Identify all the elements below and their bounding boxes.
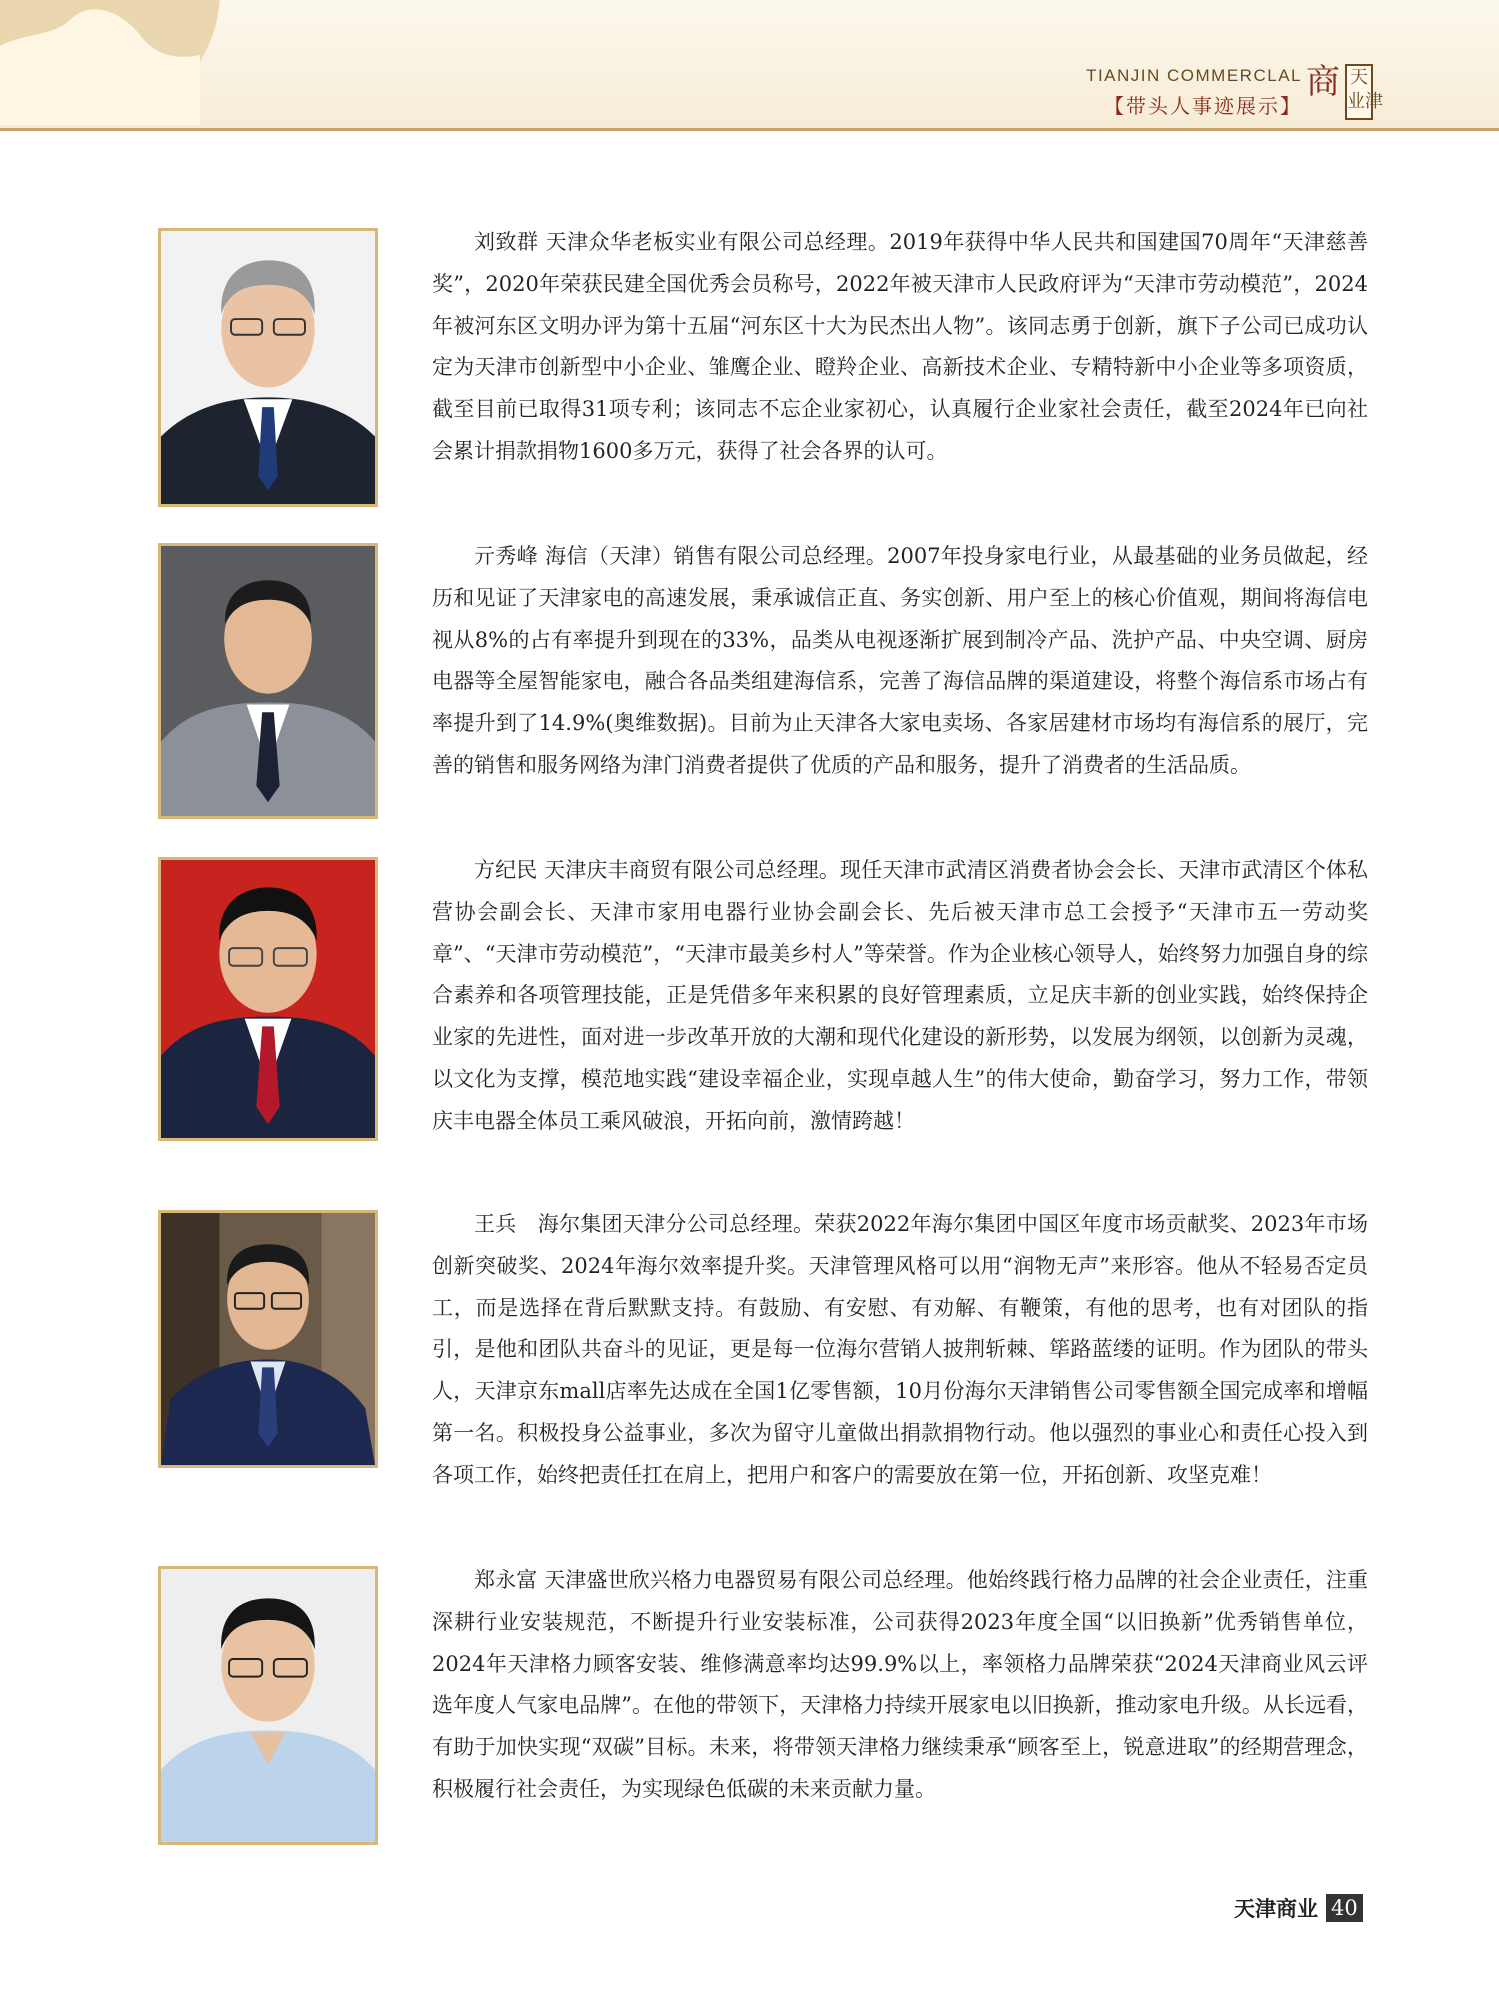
magazine-logo-box: 天 业津: [1345, 64, 1373, 120]
profile-text: 刘致群 天津众华老板实业有限公司总经理。2019年获得中华人民共和国建国70周年“天津慈善奖”，2020年荣获民建全国优秀会员称号，2022年被天津市人民政府评为“天津市劳动模范”，2024年被河东区文明办评为第十五届“河东区十大为民杰出人物”。该同志勇于创新，旗下子公司已成功认定为天津市创新型中小企业、雏鹰企业、瞪羚企业、高新技术企业、专精特新中小企业等多项资质，截至目前已取得31项专利；该同志不忘企业家初心，认真履行企业家社会责任，截至2024年已向社会累计捐款捐物1600多万元，获得了社会各界的认可。: [432, 230, 1368, 463]
profile-text: 郑永富 天津盛世欣兴格力电器贸易有限公司总经理。他始终践行格力品牌的社会企业责任，注重深耕行业安装规范，不断提升行业安装标准，公司获得2023年度全国“以旧换新”优秀销售单位，2024年天津格力顾客安装、维修满意率均达99.9%以上，率领格力品牌荣获“2024天津商业风云评选年度人气家电品牌”。在他的带领下，天津格力持续开展家电以旧换新，推动家电升级。从长远看，有助于加快实现“双碳”目标。未来，将带领天津格力继续秉承“顾客至上，锐意进取”的经期营理念，积极履行社会责任，为实现绿色低碳的未来贡献力量。: [432, 1568, 1368, 1801]
portrait-image: [161, 1569, 375, 1842]
portrait-image: [161, 231, 375, 504]
magazine-logo-char: 商: [1306, 62, 1340, 102]
portrait-photo: [158, 543, 378, 819]
portrait-image: [161, 860, 375, 1138]
portrait-image: [161, 546, 375, 816]
portrait-photo: [158, 1566, 378, 1845]
portrait-image: [161, 1213, 375, 1465]
profile-text: 方纪民 天津庆丰商贸有限公司总经理。现任天津市武清区消费者协会会长、天津市武清区个体私营协会副会长、天津市家用电器行业协会副会长、先后被天津市总工会授予“天津市五一劳动奖章”、“天津市劳动模范”，“天津市最美乡村人”等荣誉。作为企业核心领导人，始终努力加强自身的综合素养和各项管理技能，正是凭借多年来积累的良好管理素质，立足庆丰新的创业实践，始终保持企业家的先进性，面对进一步改革开放的大潮和现代化建设的新形势，以发展为纲领，以创新为灵魂，以文化为支撑，模范地实践“建设幸福企业，实现卓越人生”的伟大使命，勤奋学习，努力工作，带领庆丰电器全体员工乘风破浪，开拓向前，激情跨越！: [432, 858, 1368, 1133]
portrait-photo: [158, 228, 378, 507]
header-english-title: TIANJIN COMMERCLAL: [1086, 66, 1302, 85]
profile-text: 王兵 海尔集团天津分公司总经理。荣获2022年海尔集团中国区年度市场贡献奖、2023年市场创新突破奖、2024年海尔效率提升奖。天津管理风格可以用“润物无声”来形容。他从不轻易否定员工，而是选择在背后默默支持。有鼓励、有安慰、有劝解、有鞭策，有他的思考，也有对团队的指引，是他和团队共奋斗的见证，更是每一位海尔营销人披荆斩棘、筚路蓝缕的证明。作为团队的带头人，天津京东mall店率先达成在全国1亿零售额，10月份海尔天津销售公司零售额全国完成率和增幅第一名。积极投身公益事业，多次为留守儿童做出捐款捐物行动。他以强烈的事业心和责任心投入到各项工作，始终把责任扛在肩上，把用户和客户的需要放在第一位，开拓创新、攻坚克难！: [432, 1212, 1368, 1487]
portrait-photo: [158, 1210, 378, 1468]
header-section-title: 【带头人事迹展示】: [1104, 94, 1302, 118]
profile-text: 亓秀峰 海信（天津）销售有限公司总经理。2007年投身家电行业，从最基础的业务员做起，经历和见证了天津家电的高速发展，秉承诚信正直、务实创新、用户至上的核心价值观，期间将海信电视从8%的占有率提升到现在的33%，品类从电视逐渐扩展到制冷产品、洗护产品、中央空调、厨房电器等全屋智能家电，融合各品类组建海信系，完善了海信品牌的渠道建设，将整个海信系市场占有率提升到了14.9%(奥维数据)。目前为止天津各大家电卖场、各家居建材市场均有海信系的展厅，完善的销售和服务网络为津门消费者提供了优质的产品和服务，提升了消费者的生活品质。: [432, 544, 1368, 777]
portrait-photo: [158, 857, 378, 1141]
page-number: 40: [1326, 1894, 1363, 1922]
page-footer: [1234, 1893, 1363, 1923]
globe-decoration: [0, 0, 240, 125]
page-header: [0, 0, 1499, 131]
publication-name: 天津商业: [1234, 1897, 1318, 1921]
